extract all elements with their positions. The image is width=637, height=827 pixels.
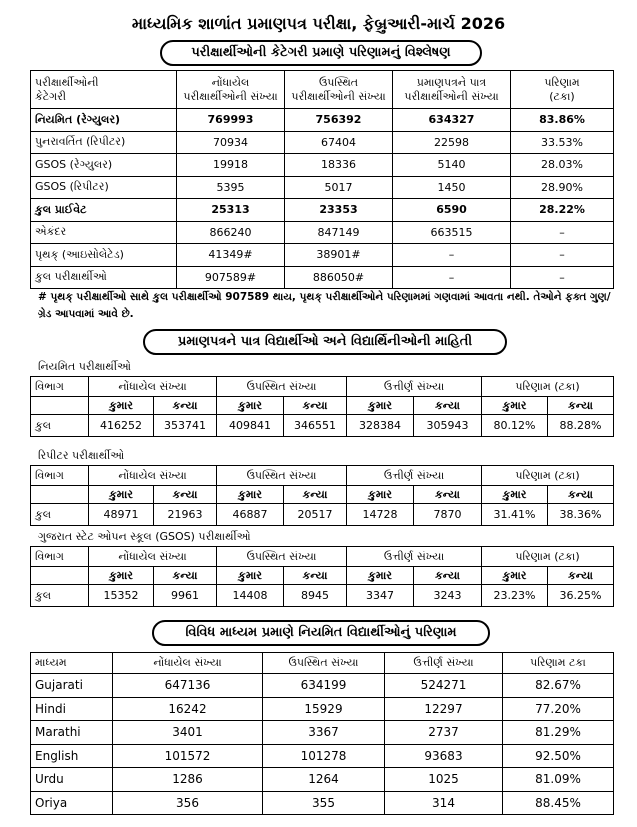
present-count: 355 xyxy=(263,791,385,815)
value-cell: 3347 xyxy=(347,585,414,607)
registered-count: 1286 xyxy=(113,768,263,792)
column-group-header: નોંધાયેલ સંખ્યા xyxy=(89,377,217,397)
value-cell: 409841 xyxy=(217,415,284,437)
value-cell: 14728 xyxy=(347,504,414,526)
gender-header-row xyxy=(31,397,614,415)
category-table xyxy=(30,70,614,289)
column-group-header: પરિણામ (ટકા) xyxy=(482,466,614,486)
column-header: ઉત્તીર્ણ સંખ્યા xyxy=(385,653,503,674)
empty-cell xyxy=(31,567,89,585)
block-title: નિયમિત પરીક્ષાર્થીઓ xyxy=(38,360,131,373)
category-label: GSOS (રિપીટર) xyxy=(31,176,177,199)
group-header-row xyxy=(31,466,614,486)
registered-count: 647136 xyxy=(113,674,263,698)
girl-header: કન્યા xyxy=(414,397,482,415)
gender-header-row xyxy=(31,567,614,585)
passed-count: 314 xyxy=(385,791,503,815)
page-title: માધ્યમિક શાળાંત પ્રમાણપત્ર પરીક્ષા, ફેબ્રુઆરી-માર્ચ 2026 xyxy=(131,14,506,33)
present-count: 3367 xyxy=(263,721,385,745)
present-count: 101278 xyxy=(263,744,385,768)
result-percent: 81.09% xyxy=(503,768,614,792)
result-percent: 83.86% xyxy=(511,109,614,132)
present-count: 67404 xyxy=(285,131,393,154)
girl-header: કન્યા xyxy=(284,486,347,504)
column-header: વિભાગ xyxy=(31,466,89,486)
group-header-row xyxy=(31,377,614,397)
section2-heading: પ્રમાણપત્રને પાત્ર વિદ્યાર્થીઓ અને વિદ્યાર્થિનીઓની માહિતી xyxy=(143,329,507,355)
medium-label: English xyxy=(31,744,113,768)
table-row xyxy=(31,154,614,177)
value-cell: 15352 xyxy=(89,585,154,607)
table-row xyxy=(31,721,614,745)
value-cell: 305943 xyxy=(414,415,482,437)
table-row xyxy=(31,791,614,815)
boy-header: કુમાર xyxy=(217,567,284,585)
column-group-header: ઉપસ્થિત સંખ્યા xyxy=(217,377,347,397)
registered-count: 3401 xyxy=(113,721,263,745)
value-cell: 14408 xyxy=(217,585,284,607)
gender-table xyxy=(30,465,614,526)
boy-header: કુમાર xyxy=(89,486,154,504)
table-row xyxy=(31,199,614,222)
table-row xyxy=(31,266,614,289)
value-cell: 416252 xyxy=(89,415,154,437)
value-cell: 31.41% xyxy=(482,504,548,526)
value-cell: 20517 xyxy=(284,504,347,526)
column-header: વિભાગ xyxy=(31,377,89,397)
category-label: કુલ પ્રાઈવેટ xyxy=(31,199,177,222)
registered-count: 356 xyxy=(113,791,263,815)
present-count: 38901# xyxy=(285,244,393,267)
category-label: નિયમિત (રેગ્યુલર) xyxy=(31,109,177,132)
boy-header: કુમાર xyxy=(482,486,548,504)
boy-header: કુમાર xyxy=(217,397,284,415)
total-row xyxy=(31,415,614,437)
eligible-count: 663515 xyxy=(393,221,511,244)
registered-count: 41349# xyxy=(177,244,285,267)
table-row xyxy=(31,131,614,154)
total-row xyxy=(31,585,614,607)
column-group-header: ઉત્તીર્ણ સંખ્યા xyxy=(347,377,482,397)
column-header: પ્રમાણપત્રને પાત્ર પરીક્ષાર્થીઓની સંખ્યા xyxy=(393,71,511,109)
girl-header: કન્યા xyxy=(154,567,217,585)
block-title: રિપીટર પરીક્ષાર્થીઓ xyxy=(38,449,125,462)
registered-count: 19918 xyxy=(177,154,285,177)
value-cell: 9961 xyxy=(154,585,217,607)
result-percent: 77.20% xyxy=(503,697,614,721)
column-header: પરિણામ ટકા xyxy=(503,653,614,674)
column-header: માધ્યમ xyxy=(31,653,113,674)
value-cell: 353741 xyxy=(154,415,217,437)
medium-label: Oriya xyxy=(31,791,113,815)
table-row xyxy=(31,176,614,199)
value-cell: 328384 xyxy=(347,415,414,437)
boy-header: કુમાર xyxy=(482,397,548,415)
eligible-count: 1450 xyxy=(393,176,511,199)
eligible-count: 634327 xyxy=(393,109,511,132)
registered-count: 866240 xyxy=(177,221,285,244)
result-percent: 33.53% xyxy=(511,131,614,154)
value-cell: 23.23% xyxy=(482,585,548,607)
column-header: ઉપસ્થિત સંખ્યા xyxy=(263,653,385,674)
table-row xyxy=(31,768,614,792)
passed-count: 524271 xyxy=(385,674,503,698)
result-percent: 28.22% xyxy=(511,199,614,222)
registered-count: 101572 xyxy=(113,744,263,768)
section3-heading: વિવિધ માધ્યમ પ્રમાણે નિયમિત વિદ્યાર્થીઓનું પરિણામ xyxy=(152,620,490,646)
table-header-row xyxy=(31,71,614,109)
gender-table xyxy=(30,376,614,437)
medium-table xyxy=(30,652,614,815)
result-percent: 28.03% xyxy=(511,154,614,177)
passed-count: 1025 xyxy=(385,768,503,792)
total-row xyxy=(31,504,614,526)
value-cell: 36.25% xyxy=(548,585,614,607)
column-group-header: ઉત્તીર્ણ સંખ્યા xyxy=(347,466,482,486)
value-cell: 7870 xyxy=(414,504,482,526)
result-percent: – xyxy=(511,266,614,289)
present-count: 15929 xyxy=(263,697,385,721)
passed-count: 12297 xyxy=(385,697,503,721)
result-percent: – xyxy=(511,221,614,244)
result-percent: 92.50% xyxy=(503,744,614,768)
boy-header: કુમાર xyxy=(347,486,414,504)
row-label: કુલ xyxy=(31,585,89,607)
result-percent: 81.29% xyxy=(503,721,614,745)
value-cell: 48971 xyxy=(89,504,154,526)
present-count: 886050# xyxy=(285,266,393,289)
value-cell: 8945 xyxy=(284,585,347,607)
eligible-count: – xyxy=(393,266,511,289)
column-group-header: ઉપસ્થિત સંખ્યા xyxy=(217,547,347,567)
column-header: ઉપસ્થિત પરીક્ષાર્થીઓની સંખ્યા xyxy=(285,71,393,109)
table-row xyxy=(31,697,614,721)
medium-label: Marathi xyxy=(31,721,113,745)
present-count: 847149 xyxy=(285,221,393,244)
table-row xyxy=(31,109,614,132)
footnote: # પૃથક્ પરીક્ષાર્થીઓ સાથે કુલ પરીક્ષાર્થીઓ 907589 થાય, પૃથક્ પરીક્ષાર્થીઓને પરિણામમાં ગણવામાં આવતા નથી. તેઓને ફક્ત ગુણ/ગ્રેડ આપવામાં આવે છે. xyxy=(38,291,611,320)
value-cell: 21963 xyxy=(154,504,217,526)
value-cell: 346551 xyxy=(284,415,347,437)
registered-count: 25313 xyxy=(177,199,285,222)
value-cell: 3243 xyxy=(414,585,482,607)
present-count: 756392 xyxy=(285,109,393,132)
girl-header: કન્યા xyxy=(548,486,614,504)
girl-header: કન્યા xyxy=(414,486,482,504)
registered-count: 769993 xyxy=(177,109,285,132)
result-percent: 28.90% xyxy=(511,176,614,199)
column-header: પરિણામ (ટકા) xyxy=(511,71,614,109)
table-row xyxy=(31,221,614,244)
gender-table xyxy=(30,546,614,607)
table-row xyxy=(31,244,614,267)
result-percent: – xyxy=(511,244,614,267)
girl-header: કન્યા xyxy=(414,567,482,585)
medium-label: Urdu xyxy=(31,768,113,792)
group-header-row xyxy=(31,547,614,567)
category-label: પુનરાવર્તિત (રિપીટર) xyxy=(31,131,177,154)
present-count: 23353 xyxy=(285,199,393,222)
girl-header: કન્યા xyxy=(154,397,217,415)
boy-header: કુમાર xyxy=(347,567,414,585)
column-group-header: નોંધાયેલ સંખ્યા xyxy=(89,547,217,567)
girl-header: કન્યા xyxy=(548,397,614,415)
registered-count: 5395 xyxy=(177,176,285,199)
registered-count: 907589# xyxy=(177,266,285,289)
result-percent: 88.45% xyxy=(503,791,614,815)
table-row xyxy=(31,744,614,768)
category-label: પૃથક્ (આઇસોલેટેડ) xyxy=(31,244,177,267)
table-header-row xyxy=(31,653,614,674)
category-label: કુલ પરીક્ષાર્થીઓ xyxy=(31,266,177,289)
girl-header: કન્યા xyxy=(284,397,347,415)
present-count: 634199 xyxy=(263,674,385,698)
column-header: પરીક્ષાર્થીઓની કેટેગરી xyxy=(31,71,177,109)
eligible-count: 6590 xyxy=(393,199,511,222)
girl-header: કન્યા xyxy=(284,567,347,585)
column-group-header: નોંધાયેલ સંખ્યા xyxy=(89,466,217,486)
boy-header: કુમાર xyxy=(89,567,154,585)
girl-header: કન્યા xyxy=(548,567,614,585)
value-cell: 46887 xyxy=(217,504,284,526)
eligible-count: 5140 xyxy=(393,154,511,177)
gender-header-row xyxy=(31,486,614,504)
boy-header: કુમાર xyxy=(482,567,548,585)
block-title: ગુજરાત સ્ટેટ ઓપન સ્કૂલ (GSOS) પરીક્ષાર્થીઓ xyxy=(38,530,251,543)
row-label: કુલ xyxy=(31,415,89,437)
eligible-count: – xyxy=(393,244,511,267)
column-header: નોંધાયેલ સંખ્યા xyxy=(113,653,263,674)
value-cell: 80.12% xyxy=(482,415,548,437)
passed-count: 2737 xyxy=(385,721,503,745)
column-header: નોંધાયેલ પરીક્ષાર્થીઓની સંખ્યા xyxy=(177,71,285,109)
column-group-header: પરિણામ (ટકા) xyxy=(482,547,614,567)
medium-label: Gujarati xyxy=(31,674,113,698)
registered-count: 16242 xyxy=(113,697,263,721)
present-count: 18336 xyxy=(285,154,393,177)
column-group-header: પરિણામ (ટકા) xyxy=(482,377,614,397)
eligible-count: 22598 xyxy=(393,131,511,154)
value-cell: 38.36% xyxy=(548,504,614,526)
medium-label: Hindi xyxy=(31,697,113,721)
passed-count: 93683 xyxy=(385,744,503,768)
value-cell: 88.28% xyxy=(548,415,614,437)
section1-heading: પરીક્ષાર્થીઓની કેટેગરી પ્રમાણે પરિણામનું વિશ્લેષણ xyxy=(160,40,482,66)
category-label: GSOS (રેગ્યુલર) xyxy=(31,154,177,177)
result-percent: 82.67% xyxy=(503,674,614,698)
present-count: 5017 xyxy=(285,176,393,199)
column-header: વિભાગ xyxy=(31,547,89,567)
boy-header: કુમાર xyxy=(217,486,284,504)
registered-count: 70934 xyxy=(177,131,285,154)
table-row xyxy=(31,674,614,698)
category-label: એકંદર xyxy=(31,221,177,244)
empty-cell xyxy=(31,486,89,504)
boy-header: કુમાર xyxy=(347,397,414,415)
empty-cell xyxy=(31,397,89,415)
column-group-header: ઉપસ્થિત સંખ્યા xyxy=(217,466,347,486)
row-label: કુલ xyxy=(31,504,89,526)
girl-header: કન્યા xyxy=(154,486,217,504)
present-count: 1264 xyxy=(263,768,385,792)
boy-header: કુમાર xyxy=(89,397,154,415)
column-group-header: ઉત્તીર્ણ સંખ્યા xyxy=(347,547,482,567)
